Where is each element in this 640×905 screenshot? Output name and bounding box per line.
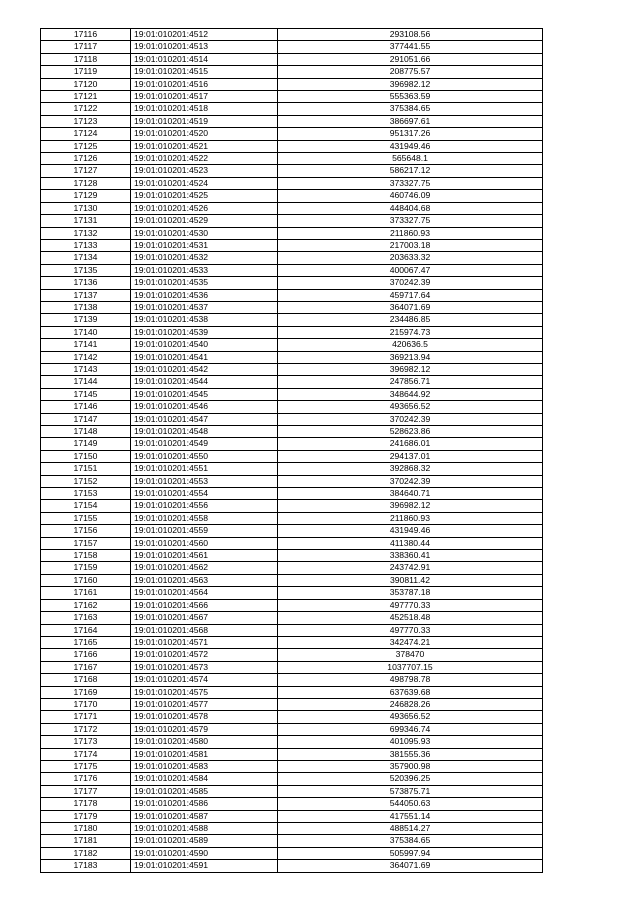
value-cell: 243742.91: [278, 562, 543, 574]
table-row: [41, 574, 543, 586]
cadastral-number-cell: 19:01:010201:4535: [131, 277, 278, 289]
value-cell: 505997.94: [278, 847, 543, 859]
cadastral-number-cell: 19:01:010201:4560: [131, 537, 278, 549]
value-cell: 460746.09: [278, 190, 543, 202]
row-number-cell: 17116: [41, 29, 131, 41]
table-row: [41, 512, 543, 524]
value-cell: 493656.52: [278, 711, 543, 723]
value-cell: 342474.21: [278, 636, 543, 648]
value-cell: 353787.18: [278, 587, 543, 599]
value-cell: 357900.98: [278, 760, 543, 772]
cadastral-number-cell: 19:01:010201:4525: [131, 190, 278, 202]
value-cell: 637639.68: [278, 686, 543, 698]
value-cell: 401095.93: [278, 736, 543, 748]
value-cell: 573875.71: [278, 785, 543, 797]
value-cell: 375384.65: [278, 103, 543, 115]
row-number-cell: 17175: [41, 760, 131, 772]
table-row: [41, 128, 543, 140]
row-number-cell: 17160: [41, 574, 131, 586]
value-cell: 555363.59: [278, 91, 543, 103]
value-cell: 246828.26: [278, 698, 543, 710]
value-cell: 493656.52: [278, 401, 543, 413]
cadastral-number-cell: 19:01:010201:4588: [131, 823, 278, 835]
row-number-cell: 17172: [41, 723, 131, 735]
value-cell: 373327.75: [278, 215, 543, 227]
value-cell: 396982.12: [278, 363, 543, 375]
table-row: [41, 289, 543, 301]
row-number-cell: 17180: [41, 823, 131, 835]
value-cell: 217003.18: [278, 239, 543, 251]
value-cell: 498798.78: [278, 674, 543, 686]
cadastral-number-cell: 19:01:010201:4548: [131, 426, 278, 438]
row-number-cell: 17152: [41, 475, 131, 487]
row-number-cell: 17166: [41, 649, 131, 661]
row-number-cell: 17168: [41, 674, 131, 686]
table-row: [41, 363, 543, 375]
row-number-cell: 17163: [41, 612, 131, 624]
row-number-cell: 17162: [41, 599, 131, 611]
cadastral-number-cell: 19:01:010201:4545: [131, 388, 278, 400]
row-number-cell: 17124: [41, 128, 131, 140]
data-table: [40, 28, 543, 873]
value-cell: 396982.12: [278, 500, 543, 512]
table-row: [41, 736, 543, 748]
table-row: [41, 773, 543, 785]
table-row: [41, 351, 543, 363]
row-number-cell: 17136: [41, 277, 131, 289]
table-row: [41, 66, 543, 78]
row-number-cell: 17126: [41, 153, 131, 165]
table-row: [41, 314, 543, 326]
value-cell: 459717.64: [278, 289, 543, 301]
cadastral-number-cell: 19:01:010201:4561: [131, 550, 278, 562]
value-cell: 400067.47: [278, 264, 543, 276]
cadastral-number-cell: 19:01:010201:4515: [131, 66, 278, 78]
cadastral-number-cell: 19:01:010201:4591: [131, 860, 278, 872]
row-number-cell: 17129: [41, 190, 131, 202]
cadastral-number-cell: 19:01:010201:4516: [131, 78, 278, 90]
table-row: [41, 388, 543, 400]
value-cell: 1037707.15: [278, 661, 543, 673]
table-row: [41, 202, 543, 214]
table-row: [41, 53, 543, 65]
table-row: [41, 475, 543, 487]
value-cell: 203633.32: [278, 252, 543, 264]
row-number-cell: 17121: [41, 91, 131, 103]
cadastral-number-cell: 19:01:010201:4578: [131, 711, 278, 723]
row-number-cell: 17170: [41, 698, 131, 710]
value-cell: 488514.27: [278, 823, 543, 835]
table-row: [41, 463, 543, 475]
table-row: [41, 29, 543, 41]
cadastral-number-cell: 19:01:010201:4512: [131, 29, 278, 41]
value-cell: 452518.48: [278, 612, 543, 624]
row-number-cell: 17174: [41, 748, 131, 760]
value-cell: 370242.39: [278, 475, 543, 487]
cadastral-number-cell: 19:01:010201:4562: [131, 562, 278, 574]
row-number-cell: 17165: [41, 636, 131, 648]
row-number-cell: 17148: [41, 426, 131, 438]
row-number-cell: 17182: [41, 847, 131, 859]
value-cell: 348644.92: [278, 388, 543, 400]
cadastral-number-cell: 19:01:010201:4568: [131, 624, 278, 636]
table-row: [41, 760, 543, 772]
table-row: [41, 823, 543, 835]
cadastral-number-cell: 19:01:010201:4587: [131, 810, 278, 822]
table-row: [41, 500, 543, 512]
table-row: [41, 723, 543, 735]
cadastral-number-cell: 19:01:010201:4551: [131, 463, 278, 475]
table-row: [41, 798, 543, 810]
cadastral-number-cell: 19:01:010201:4554: [131, 488, 278, 500]
value-cell: 377441.55: [278, 41, 543, 53]
row-number-cell: 17128: [41, 177, 131, 189]
cadastral-number-cell: 19:01:010201:4580: [131, 736, 278, 748]
cadastral-number-cell: 19:01:010201:4550: [131, 450, 278, 462]
value-cell: 211860.93: [278, 227, 543, 239]
cadastral-number-cell: 19:01:010201:4584: [131, 773, 278, 785]
row-number-cell: 17142: [41, 351, 131, 363]
table-row: [41, 711, 543, 723]
row-number-cell: 17119: [41, 66, 131, 78]
table-row: [41, 847, 543, 859]
value-cell: 208775.57: [278, 66, 543, 78]
row-number-cell: 17177: [41, 785, 131, 797]
table-row: [41, 103, 543, 115]
value-cell: 420636.5: [278, 339, 543, 351]
row-number-cell: 17140: [41, 326, 131, 338]
cadastral-number-cell: 19:01:010201:4523: [131, 165, 278, 177]
value-cell: 381555.36: [278, 748, 543, 760]
table-row: [41, 438, 543, 450]
table-row: [41, 140, 543, 152]
cadastral-number-cell: 19:01:010201:4573: [131, 661, 278, 673]
row-number-cell: 17153: [41, 488, 131, 500]
table-row: [41, 835, 543, 847]
value-cell: 384640.71: [278, 488, 543, 500]
value-cell: 386697.61: [278, 115, 543, 127]
cadastral-number-cell: 19:01:010201:4532: [131, 252, 278, 264]
row-number-cell: 17139: [41, 314, 131, 326]
table-row: [41, 599, 543, 611]
table-row: [41, 488, 543, 500]
table-row: [41, 326, 543, 338]
table-row: [41, 686, 543, 698]
row-number-cell: 17134: [41, 252, 131, 264]
value-cell: 544050.63: [278, 798, 543, 810]
value-cell: 390811.42: [278, 574, 543, 586]
cadastral-number-cell: 19:01:010201:4520: [131, 128, 278, 140]
cadastral-number-cell: 19:01:010201:4530: [131, 227, 278, 239]
row-number-cell: 17179: [41, 810, 131, 822]
cadastral-number-cell: 19:01:010201:4549: [131, 438, 278, 450]
table-row: [41, 550, 543, 562]
table-row: [41, 252, 543, 264]
cadastral-number-cell: 19:01:010201:4533: [131, 264, 278, 276]
cadastral-number-cell: 19:01:010201:4522: [131, 153, 278, 165]
value-cell: 375384.65: [278, 835, 543, 847]
table-row: [41, 785, 543, 797]
cadastral-number-cell: 19:01:010201:4513: [131, 41, 278, 53]
table-row: [41, 41, 543, 53]
value-cell: 234486.85: [278, 314, 543, 326]
value-cell: 396982.12: [278, 78, 543, 90]
row-number-cell: 17149: [41, 438, 131, 450]
table-row: [41, 301, 543, 313]
value-cell: 293108.56: [278, 29, 543, 41]
cadastral-number-cell: 19:01:010201:4541: [131, 351, 278, 363]
cadastral-number-cell: 19:01:010201:4559: [131, 525, 278, 537]
value-cell: 431949.46: [278, 525, 543, 537]
value-cell: 211860.93: [278, 512, 543, 524]
cadastral-number-cell: 19:01:010201:4529: [131, 215, 278, 227]
row-number-cell: 17137: [41, 289, 131, 301]
cadastral-number-cell: 19:01:010201:4538: [131, 314, 278, 326]
table-row: [41, 376, 543, 388]
cadastral-number-cell: 19:01:010201:4567: [131, 612, 278, 624]
table-row: [41, 165, 543, 177]
table-row: [41, 115, 543, 127]
value-cell: 392868.32: [278, 463, 543, 475]
cadastral-number-cell: 19:01:010201:4537: [131, 301, 278, 313]
cadastral-number-cell: 19:01:010201:4590: [131, 847, 278, 859]
row-number-cell: 17117: [41, 41, 131, 53]
table-row: [41, 698, 543, 710]
cadastral-number-cell: 19:01:010201:4518: [131, 103, 278, 115]
cadastral-number-cell: 19:01:010201:4547: [131, 413, 278, 425]
row-number-cell: 17132: [41, 227, 131, 239]
cadastral-number-cell: 19:01:010201:4521: [131, 140, 278, 152]
cadastral-number-cell: 19:01:010201:4553: [131, 475, 278, 487]
value-cell: 247856.71: [278, 376, 543, 388]
row-number-cell: 17122: [41, 103, 131, 115]
cadastral-number-cell: 19:01:010201:4542: [131, 363, 278, 375]
table-row: [41, 661, 543, 673]
cadastral-number-cell: 19:01:010201:4574: [131, 674, 278, 686]
value-cell: 370242.39: [278, 413, 543, 425]
row-number-cell: 17173: [41, 736, 131, 748]
table-row: [41, 748, 543, 760]
row-number-cell: 17181: [41, 835, 131, 847]
value-cell: 369213.94: [278, 351, 543, 363]
value-cell: 565648.1: [278, 153, 543, 165]
row-number-cell: 17151: [41, 463, 131, 475]
table-row: [41, 401, 543, 413]
table-row: [41, 277, 543, 289]
row-number-cell: 17147: [41, 413, 131, 425]
table-row: [41, 239, 543, 251]
cadastral-number-cell: 19:01:010201:4571: [131, 636, 278, 648]
value-cell: 699346.74: [278, 723, 543, 735]
row-number-cell: 17155: [41, 512, 131, 524]
row-number-cell: 17138: [41, 301, 131, 313]
row-number-cell: 17150: [41, 450, 131, 462]
row-number-cell: 17158: [41, 550, 131, 562]
value-cell: 951317.26: [278, 128, 543, 140]
value-cell: 586217.12: [278, 165, 543, 177]
value-cell: 370242.39: [278, 277, 543, 289]
value-cell: 411380.44: [278, 537, 543, 549]
row-number-cell: 17157: [41, 537, 131, 549]
cadastral-number-cell: 19:01:010201:4531: [131, 239, 278, 251]
table-row: [41, 78, 543, 90]
row-number-cell: 17143: [41, 363, 131, 375]
value-cell: 497770.33: [278, 599, 543, 611]
cadastral-number-cell: 19:01:010201:4517: [131, 91, 278, 103]
table-row: [41, 860, 543, 872]
table-row: [41, 227, 543, 239]
value-cell: 291051.66: [278, 53, 543, 65]
value-cell: 338360.41: [278, 550, 543, 562]
row-number-cell: 17123: [41, 115, 131, 127]
row-number-cell: 17125: [41, 140, 131, 152]
table-row: [41, 264, 543, 276]
table-row: [41, 215, 543, 227]
cadastral-number-cell: 19:01:010201:4546: [131, 401, 278, 413]
table-row: [41, 587, 543, 599]
table-row: [41, 339, 543, 351]
table-row: [41, 537, 543, 549]
row-number-cell: 17167: [41, 661, 131, 673]
row-number-cell: 17164: [41, 624, 131, 636]
value-cell: 448404.68: [278, 202, 543, 214]
cadastral-number-cell: 19:01:010201:4572: [131, 649, 278, 661]
row-number-cell: 17135: [41, 264, 131, 276]
table-row: [41, 624, 543, 636]
cadastral-number-cell: 19:01:010201:4586: [131, 798, 278, 810]
row-number-cell: 17118: [41, 53, 131, 65]
row-number-cell: 17169: [41, 686, 131, 698]
row-number-cell: 17120: [41, 78, 131, 90]
table-row: [41, 674, 543, 686]
value-cell: 294137.01: [278, 450, 543, 462]
row-number-cell: 17144: [41, 376, 131, 388]
row-number-cell: 17161: [41, 587, 131, 599]
value-cell: 364071.69: [278, 301, 543, 313]
table-row: [41, 177, 543, 189]
table-row: [41, 562, 543, 574]
value-cell: 528623.86: [278, 426, 543, 438]
row-number-cell: 17156: [41, 525, 131, 537]
value-cell: 497770.33: [278, 624, 543, 636]
value-cell: 241686.01: [278, 438, 543, 450]
table-body: [41, 29, 543, 873]
cadastral-number-cell: 19:01:010201:4589: [131, 835, 278, 847]
cadastral-number-cell: 19:01:010201:4540: [131, 339, 278, 351]
value-cell: 417551.14: [278, 810, 543, 822]
table-row: [41, 525, 543, 537]
table-row: [41, 153, 543, 165]
table-row: [41, 612, 543, 624]
row-number-cell: 17127: [41, 165, 131, 177]
row-number-cell: 17141: [41, 339, 131, 351]
value-cell: 378470: [278, 649, 543, 661]
table-row: [41, 636, 543, 648]
cadastral-number-cell: 19:01:010201:4579: [131, 723, 278, 735]
table-row: [41, 810, 543, 822]
table-row: [41, 190, 543, 202]
cadastral-number-cell: 19:01:010201:4544: [131, 376, 278, 388]
row-number-cell: 17178: [41, 798, 131, 810]
cadastral-number-cell: 19:01:010201:4575: [131, 686, 278, 698]
cadastral-number-cell: 19:01:010201:4539: [131, 326, 278, 338]
table-row: [41, 649, 543, 661]
value-cell: 520396.25: [278, 773, 543, 785]
cadastral-number-cell: 19:01:010201:4564: [131, 587, 278, 599]
cadastral-number-cell: 19:01:010201:4577: [131, 698, 278, 710]
cadastral-number-cell: 19:01:010201:4514: [131, 53, 278, 65]
row-number-cell: 17146: [41, 401, 131, 413]
value-cell: 364071.69: [278, 860, 543, 872]
cadastral-number-cell: 19:01:010201:4536: [131, 289, 278, 301]
table-row: [41, 426, 543, 438]
row-number-cell: 17171: [41, 711, 131, 723]
cadastral-number-cell: 19:01:010201:4581: [131, 748, 278, 760]
cadastral-number-cell: 19:01:010201:4556: [131, 500, 278, 512]
cadastral-number-cell: 19:01:010201:4524: [131, 177, 278, 189]
cadastral-number-cell: 19:01:010201:4566: [131, 599, 278, 611]
value-cell: 431949.46: [278, 140, 543, 152]
row-number-cell: 17130: [41, 202, 131, 214]
cadastral-number-cell: 19:01:010201:4526: [131, 202, 278, 214]
table-row: [41, 450, 543, 462]
cadastral-number-cell: 19:01:010201:4583: [131, 760, 278, 772]
row-number-cell: 17154: [41, 500, 131, 512]
cadastral-number-cell: 19:01:010201:4519: [131, 115, 278, 127]
row-number-cell: 17176: [41, 773, 131, 785]
cadastral-number-cell: 19:01:010201:4585: [131, 785, 278, 797]
value-cell: 215974.73: [278, 326, 543, 338]
row-number-cell: 17183: [41, 860, 131, 872]
value-cell: 373327.75: [278, 177, 543, 189]
row-number-cell: 17145: [41, 388, 131, 400]
row-number-cell: 17133: [41, 239, 131, 251]
cadastral-number-cell: 19:01:010201:4558: [131, 512, 278, 524]
row-number-cell: 17131: [41, 215, 131, 227]
table-row: [41, 91, 543, 103]
row-number-cell: 17159: [41, 562, 131, 574]
table-row: [41, 413, 543, 425]
cadastral-number-cell: 19:01:010201:4563: [131, 574, 278, 586]
